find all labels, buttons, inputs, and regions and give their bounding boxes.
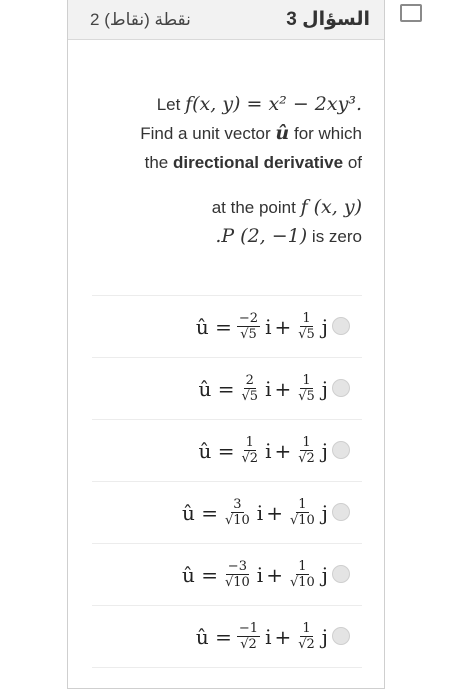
- option-radio-button[interactable]: [332, 379, 350, 397]
- flag-question-icon[interactable]: [400, 4, 422, 22]
- option-expression: û = $\frac{-2}{√5}$ i + $\frac{1}{√5}$ j: [195, 310, 328, 342]
- directional-derivative-term: directional derivative: [173, 153, 344, 172]
- answer-option-3[interactable]: [92, 420, 362, 482]
- option-expression: û = $\frac{1}{√2}$ i + $\frac{1}{√2}$ j: [198, 434, 328, 466]
- answer-option-4[interactable]: [92, 482, 362, 544]
- option-radio-button[interactable]: [332, 627, 350, 645]
- point-p: .P (2, −1): [215, 225, 308, 247]
- option-expression: û = $\frac{-1}{√2}$ i + $\frac{1}{√2}$ j: [195, 620, 328, 652]
- answer-option-6[interactable]: [92, 606, 362, 668]
- fraction-i-coefficient: $\frac{2}{√5}$: [241, 372, 259, 404]
- function-expression: f(x, y) = x² − 2xy³.: [185, 93, 362, 115]
- prompt-line-5: [92, 222, 362, 251]
- prompt-at-point: at the point: [211, 198, 296, 217]
- prompt-line-2: [92, 119, 362, 148]
- question-title: السؤال 3: [286, 9, 370, 30]
- fraction-i-coefficient: $\frac{3}{√10}$: [224, 496, 250, 528]
- fraction-j-coefficient: $\frac{1}{√2}$: [298, 434, 315, 466]
- question-prompt: [92, 90, 362, 251]
- prompt-line-3: [92, 148, 362, 177]
- prompt-line-1: [92, 90, 362, 119]
- question-header: [68, 0, 384, 40]
- fraction-i-coefficient: $\frac{1}{√2}$: [241, 434, 259, 466]
- prompt-find-text: Find a unit vector: [140, 124, 271, 143]
- answer-option-2[interactable]: [92, 358, 362, 420]
- prompt-line-4: [92, 193, 362, 222]
- answer-option-1[interactable]: [92, 296, 362, 358]
- option-radio-button[interactable]: [332, 565, 350, 583]
- question-body: [68, 90, 384, 668]
- option-expression: û = $\frac{3}{√10}$ i + $\frac{1}{√10}$ j: [181, 496, 328, 528]
- prompt-is-zero: is zero: [311, 227, 362, 246]
- fraction-j-coefficient: $\frac{1}{√10}$: [289, 496, 315, 528]
- prompt-for-which: for which: [293, 124, 362, 143]
- prompt-let: Let: [156, 95, 181, 114]
- option-expression: û = $\frac{-3}{√10}$ i + $\frac{1}{√10}$ j: [181, 558, 328, 590]
- fraction-j-coefficient: $\frac{1}{√5}$: [298, 372, 315, 404]
- option-radio-button[interactable]: [332, 503, 350, 521]
- option-expression: û = $\frac{2}{√5}$ i + $\frac{1}{√5}$ j: [198, 372, 328, 404]
- answer-option-5[interactable]: [92, 544, 362, 606]
- option-radio-button[interactable]: [332, 441, 350, 459]
- points-label: 2 نقطة (نقاط): [90, 9, 191, 29]
- fraction-j-coefficient: $\frac{1}{√5}$: [298, 310, 315, 342]
- prompt-the: the: [144, 153, 169, 172]
- fraction-i-coefficient: $\frac{-1}{√2}$: [238, 620, 259, 652]
- function-symbol: f (x, y): [300, 196, 362, 218]
- fraction-j-coefficient: $\frac{1}{√2}$: [298, 620, 315, 652]
- fraction-i-coefficient: $\frac{-3}{√10}$: [224, 558, 250, 590]
- fraction-j-coefficient: $\frac{1}{√10}$: [289, 558, 315, 590]
- option-radio-button[interactable]: [332, 317, 350, 335]
- fraction-i-coefficient: $\frac{-2}{√5}$: [238, 310, 259, 342]
- question-card: [67, 0, 385, 689]
- prompt-of: of: [347, 153, 362, 172]
- answer-options: [92, 295, 362, 668]
- unit-vector-symbol: û: [275, 122, 290, 144]
